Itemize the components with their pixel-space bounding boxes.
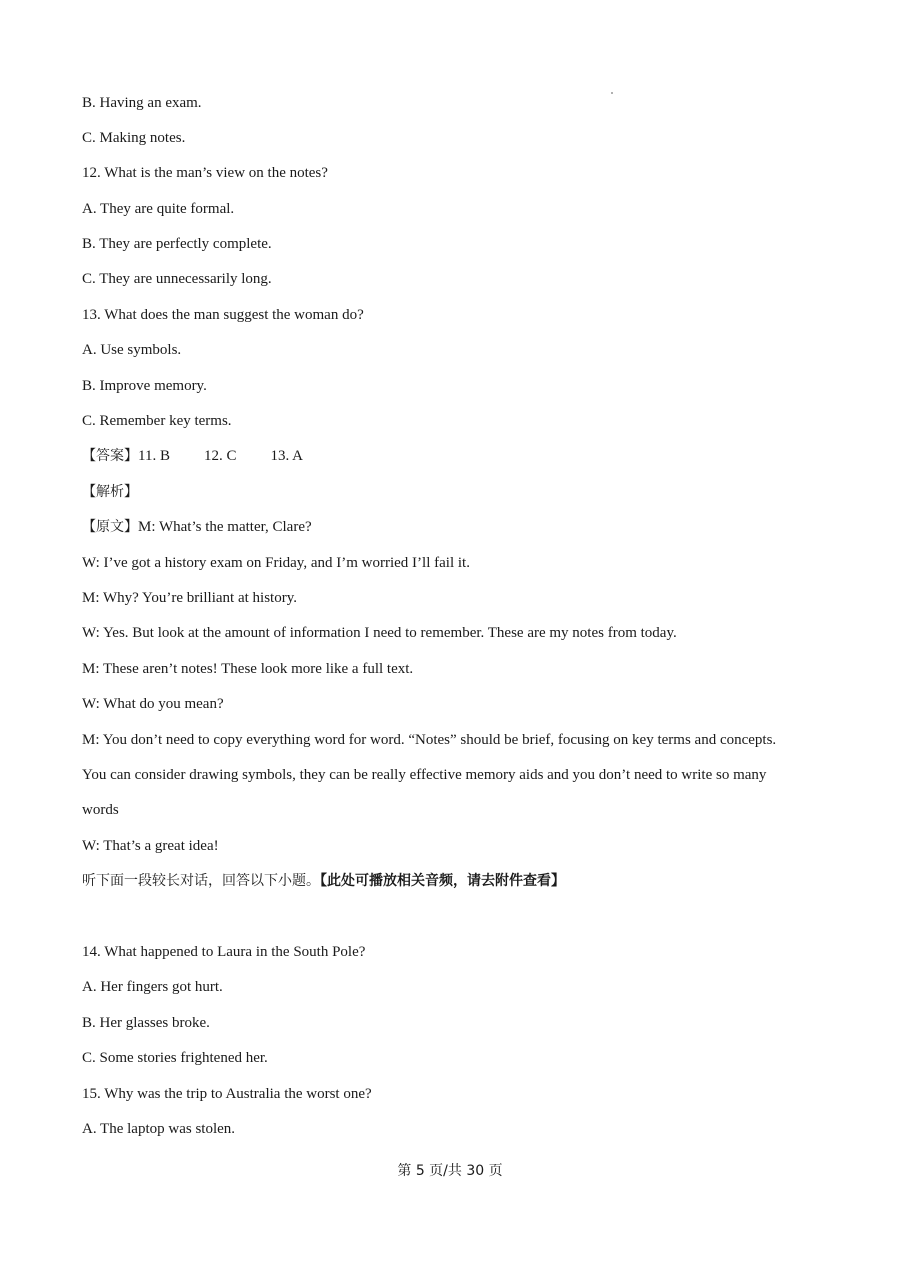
answer-line [82,446,840,466]
page-number: 第 5 页/共 30 页 [397,1163,503,1179]
transcript-line-1: M: What’s the matter, Clare? [138,519,312,535]
option-11c: C. Making notes. [82,130,186,146]
analysis-label: 【解析】 [82,484,138,500]
option-12a: A. They are quite formal. [82,201,235,217]
audio-attachment-note: 【此处可播放相关音频，请去附件查看】 [320,873,565,889]
option-15a: A. The laptop was stolen. [82,1121,236,1137]
transcript-line-9: words [82,802,119,818]
listening-instruction [82,871,840,891]
transcript-line-2: W: I’ve got a history exam on Friday, and I’m worried I’ll fail it. [82,555,470,571]
transcript-line-4: W: Yes. But look at the amount of information I need to remember. These are my notes from today. [82,625,677,641]
option-14a: A. Her fingers got hurt. [82,979,223,995]
answer-11: 11. B [138,448,170,464]
question-14: 14. What happened to Laura in the South Pole? [82,944,366,960]
option-14c: C. Some stories frightened her. [82,1050,268,1066]
question-15: 15. Why was the trip to Australia the worst one? [82,1086,372,1102]
original-label: 【原文】 [82,519,138,535]
option-12b: B. They are perfectly complete. [82,236,272,252]
transcript-line-3: M: Why? You’re brilliant at history. [82,590,297,606]
question-13: 13. What does the man suggest the woman do? [82,307,364,323]
option-12c: C. They are unnecessarily long. [82,271,272,287]
option-13b: B. Improve memory. [82,378,207,394]
answer-12: 12. C [203,448,237,464]
transcript-line-5: M: These aren’t notes! These look more like a full text. [82,661,414,677]
transcript-line-8: You can consider drawing symbols, they can be really effective memory aids and you don’t need to write so many [82,767,767,783]
option-13a: A. Use symbols. [82,342,182,358]
transcript-line-10: W: That’s a great idea! [82,838,219,854]
transcript-line-6: W: What do you mean? [82,696,224,712]
transcript-first-line [82,517,840,537]
option-11b: B. Having an exam. [82,95,202,111]
answer-label: 【答案】 [82,448,138,464]
instruction-text: 听下面一段较长对话，回答以下小题。 [82,873,320,889]
answer-13: 13. A [270,448,303,464]
option-13c: C. Remember key terms. [82,413,232,429]
page-number-footer [0,1161,900,1181]
transcript-line-7: M: You don’t need to copy everything word for word. “Notes” should be brief, focusing on key terms and concepts. [82,732,777,748]
option-14b: B. Her glasses broke. [82,1015,210,1031]
question-12: 12. What is the man’s view on the notes? [82,165,328,181]
